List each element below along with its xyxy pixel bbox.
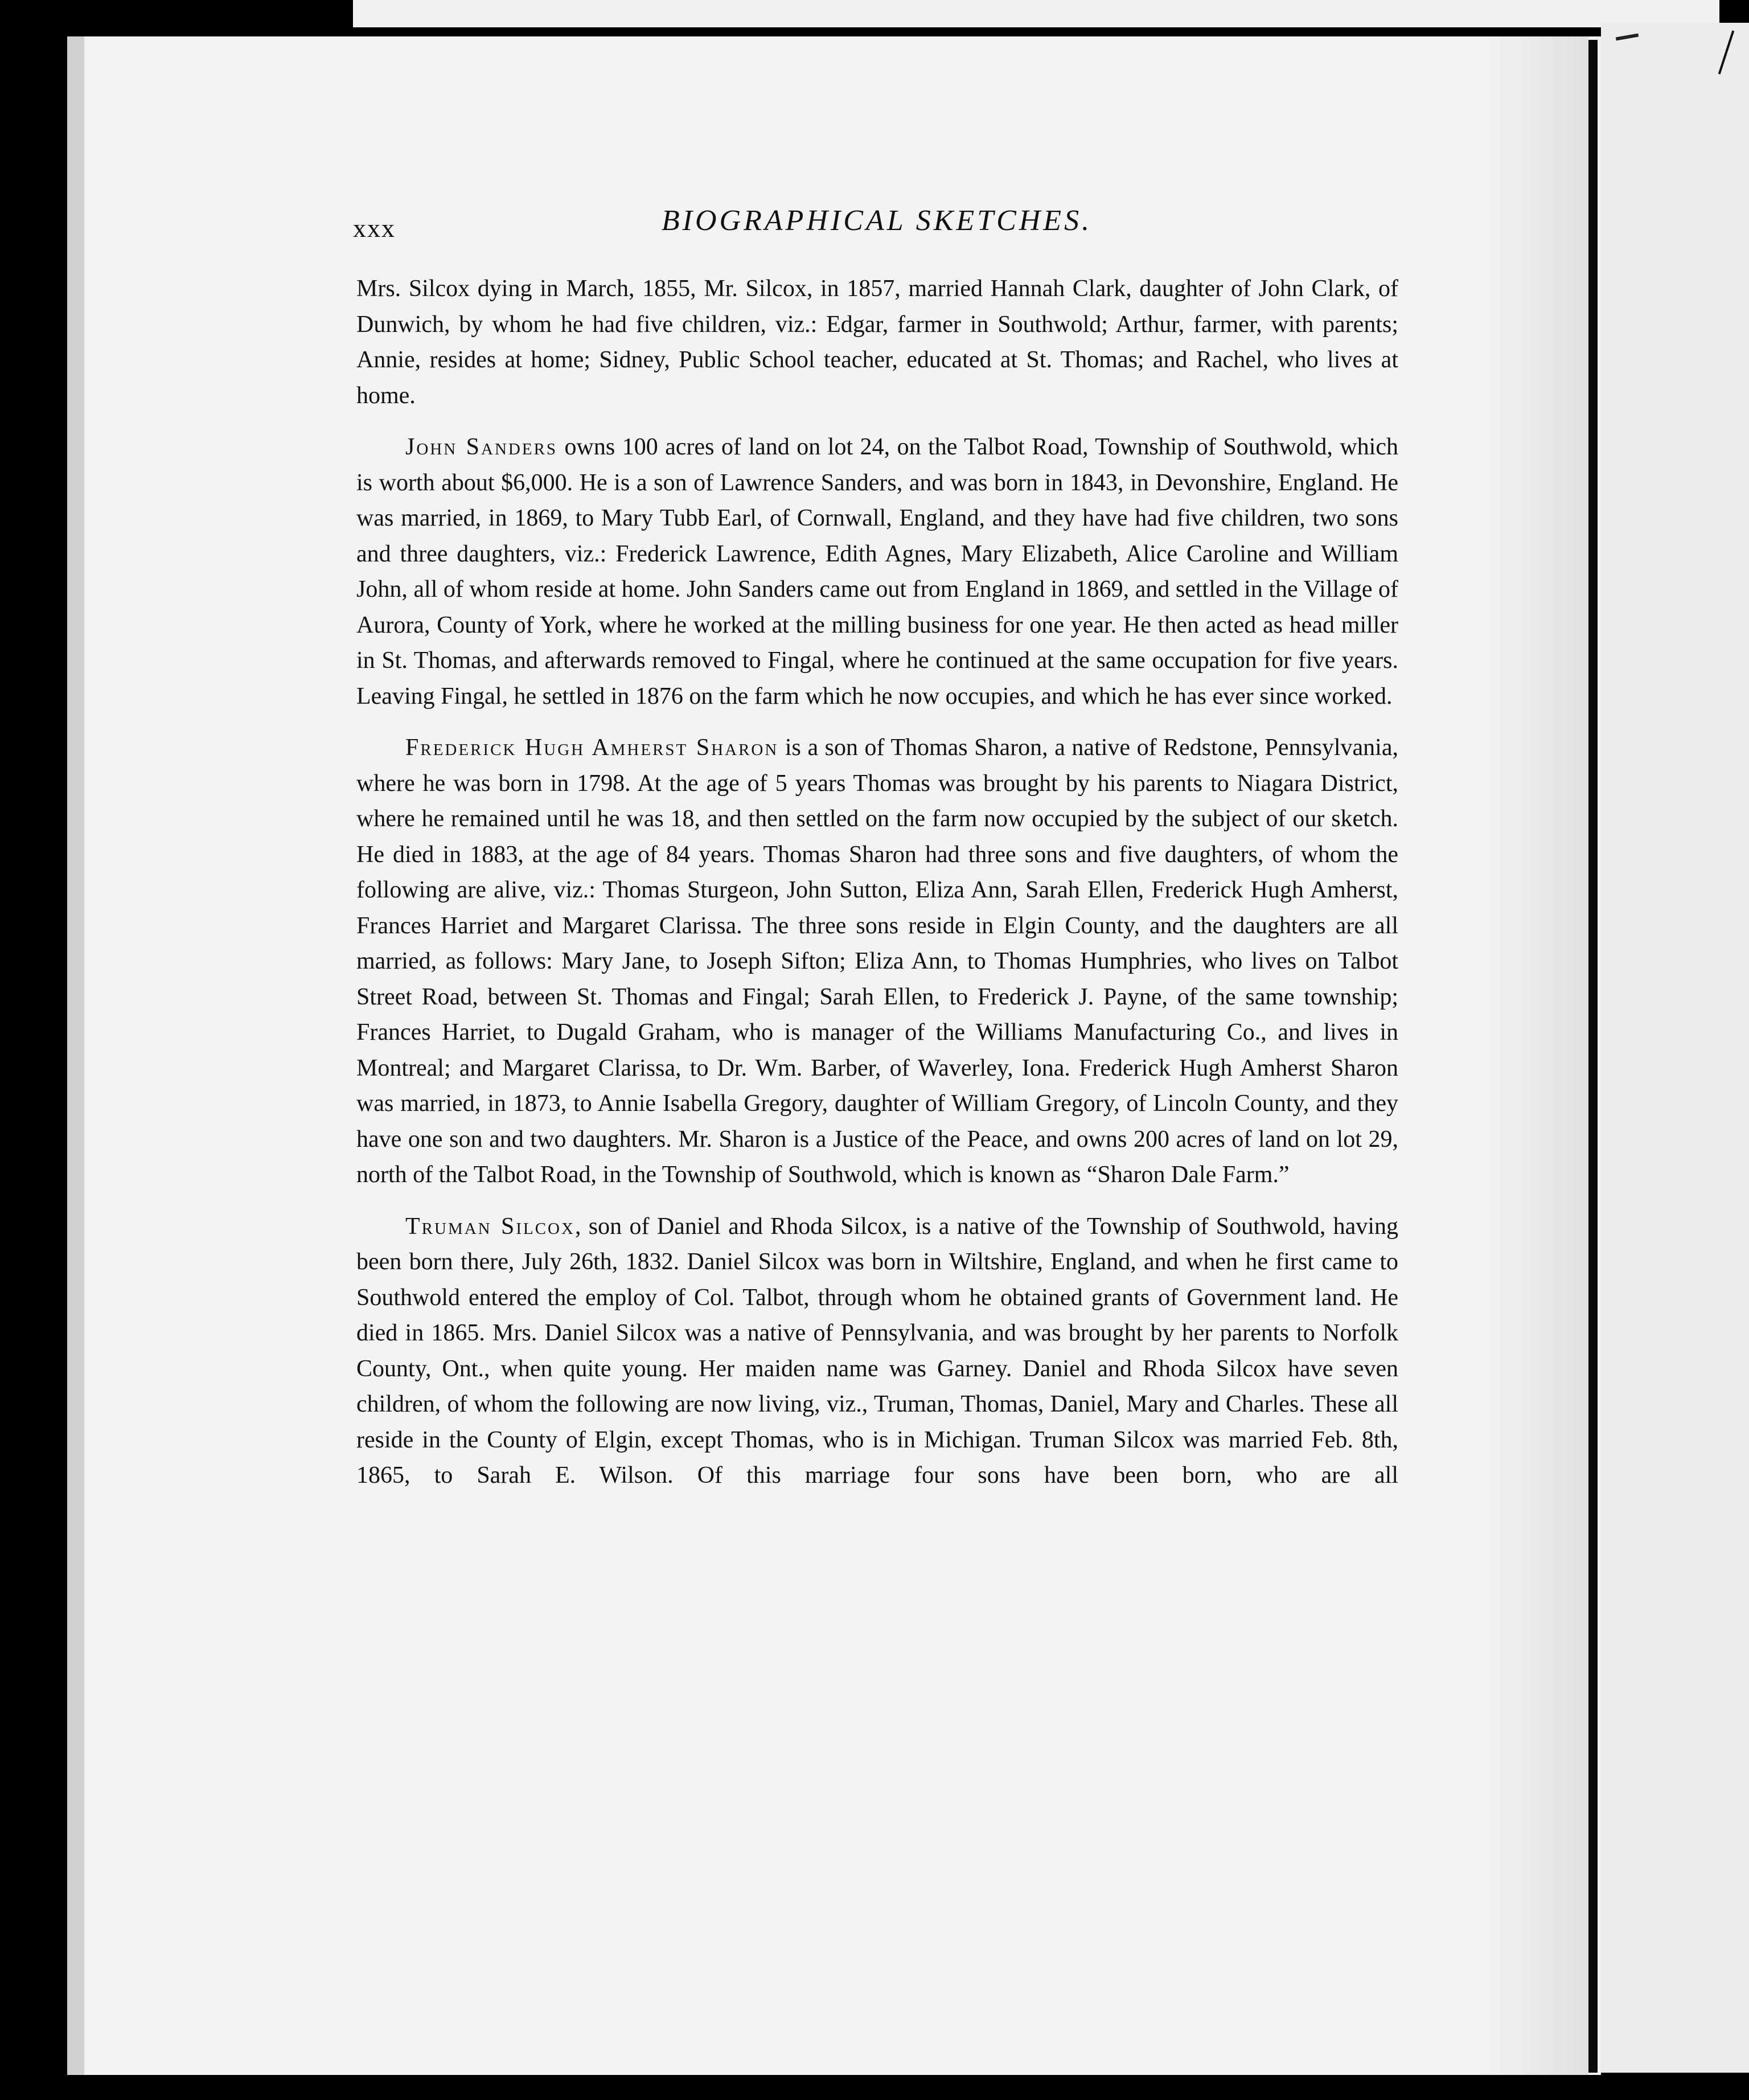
page-left-edge — [67, 36, 84, 2075]
gutter-shadow — [1480, 36, 1588, 2075]
subject-name: Truman Silcox — [405, 1213, 575, 1240]
paragraph-frederick-sharon — [356, 730, 1398, 1193]
body-text — [356, 271, 1398, 1494]
page-number: xxx — [353, 214, 396, 243]
paragraph-text: , son of Daniel and Rhoda Silcox, is a native of the Township of Southwold, having been born there, July 26th, 1832. Daniel Silcox was born in Wiltshire, England, and when he first came to Southwold entered the employ of Col. Talbot, through whom he obtained grants of Government land. He died in 1865. Mrs. Daniel Silcox was a native of Pennsylvania, and was brought by her parents to Norfolk County, Ont., when quite young. Her maiden name was Garney. Daniel and Rhoda Silcox have seven children, of whom the following are now living, viz., Truman, Thomas, Daniel, Mary and Charles. These all reside in the County of Elgin, except Thomas, who is in Michigan. Truman Silcox was married Feb. 8th, 1865, to Sarah E. Wilson. Of this marriage four sons have been born, who are all — [356, 1213, 1398, 1488]
paragraph-text: is a son of Thomas Sharon, a native of Redstone, Pennsylvania, where he was born in 1798. At the age of 5 years Thomas was brought by his parents to Niagara District, where he remained until he was 18, and then settled on the farm now occupied by the subject of our sketch. He died in 1883, at the age of 84 years. Thomas Sharon had three sons and five daughters, of whom the following are alive, viz.: Thomas Sturgeon, John Sutton, Eliza Ann, Sarah Ellen, Frederick Hugh Amherst, Frances Harriet and Margaret Clarissa. The three sons reside in Elgin County, and the daughters are all married, as follows: Mary Jane, to Joseph Sifton; Eliza Ann, to Thomas Humphries, who lives on Talbot Street Road, between St. Thomas and Fingal; Sarah Ellen, to Frederick J. Payne, of the same township; Frances Harriet, to Dugald Graham, who is manager of the Williams Manufacturing Co., and lives in Montreal; and Margaret Clarissa, to Dr. Wm. Barber, of Waverley, Iona. Frederick Hugh Amherst Sharon was married, in 1873, to Annie Isabella Gregory, daughter of William Gregory, of Lincoln County, and they have one son and two daughters. Mr. Sharon is a Justice of the Peace, and owns 200 acres of land on lot 29, north of the Talbot Road, in the Township of Southwold, which is known as “Sharon Dale Farm.” — [356, 735, 1398, 1188]
subject-name: John Sanders — [405, 434, 558, 460]
paragraph-silcox-continued — [356, 271, 1398, 413]
book-gutter — [1588, 40, 1598, 2073]
paragraph-text: Mrs. Silcox dying in March, 1855, Mr. Silcox, in 1857, married Hannah Clark, daughter of John Clark, of Dunwich, by whom he had five children, viz.: Edgar, farmer in Southwold; Arthur, farmer, with parents; Annie, resides at home; Sidney, Public School teacher, educated at St. Thomas; and Rachel, who lives at home. — [356, 276, 1398, 409]
paragraph-text: owns 100 acres of land on lot 24, on the Talbot Road, Township of Southwold, which is worth about $6,000. He is a son of Lawrence Sanders, and was born in 1843, in Devonshire, England. He was married, in 1869, to Mary Tubb Earl, of Cornwall, England, and they have had five children, two sons and three daughters, viz.: Frederick Lawrence, Edith Agnes, Mary Elizabeth, Alice Caroline and William John, all of whom reside at home. John Sanders came out from England in 1869, and settled in the Village of Aurora, County of York, where he worked at the milling business for one year. He then acted as head miller in St. Thomas, and afterwards removed to Fingal, where he continued at the same occupation for five years. Leaving Fingal, he settled in 1876 on the farm which he now occupies, and which he has ever since worked. — [356, 434, 1398, 709]
subject-name: Frederick Hugh Amherst Sharon — [405, 735, 779, 761]
paragraph-truman-silcox — [356, 1209, 1398, 1494]
paragraph-john-sanders — [356, 429, 1398, 714]
page-header — [353, 204, 1401, 244]
running-title: BIOGRAPHICAL SKETCHES. — [661, 204, 1093, 237]
scan-top-strip — [353, 0, 1719, 27]
facing-page-edge — [1601, 23, 1749, 2073]
